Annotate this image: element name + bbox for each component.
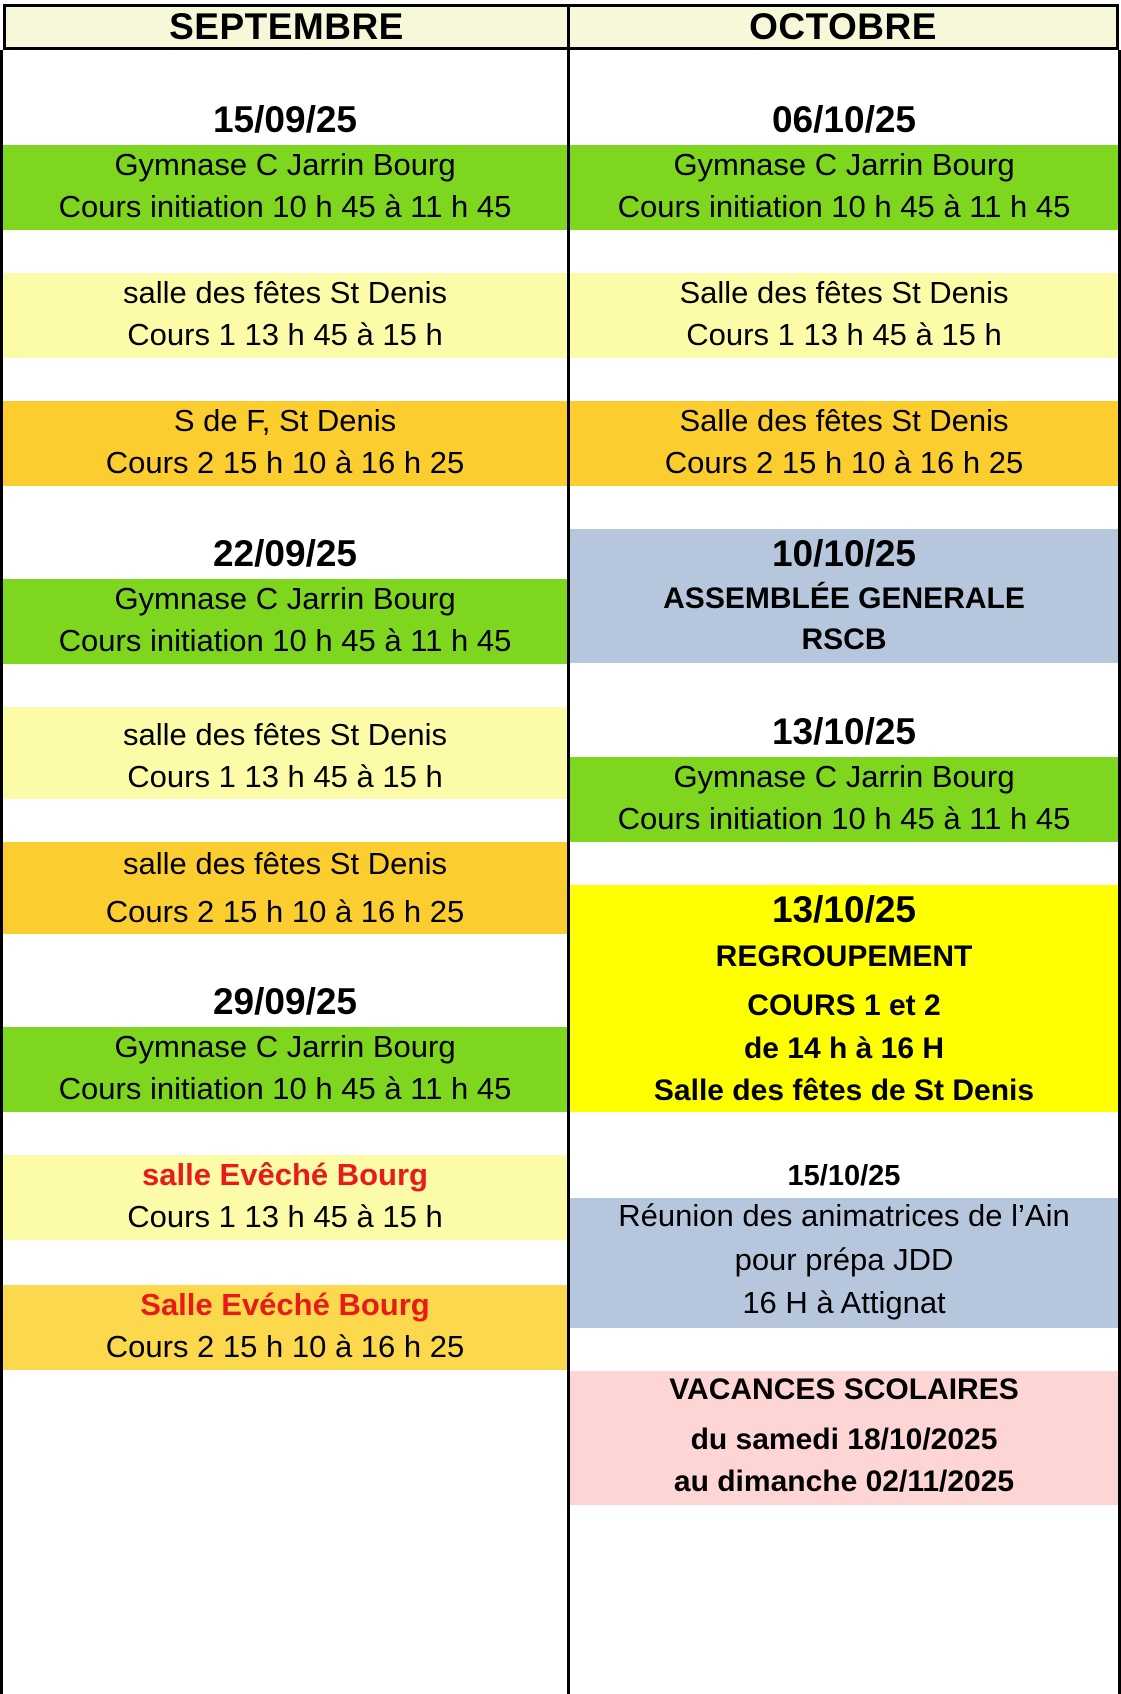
session-location: Gymnase C Jarrin Bourg (114, 147, 456, 182)
session-location: Gymnase C Jarrin Bourg (114, 581, 456, 616)
sept-2-session-cours1 (3, 707, 567, 799)
sept-date-1-text: 15/09/25 (212, 99, 358, 140)
oct-regroupement (570, 885, 1118, 1112)
regroup-courses: COURS 1 et 2 (747, 989, 941, 1022)
sept-1-session-cours2 (3, 401, 567, 486)
oct-date-reunion (570, 1155, 1118, 1197)
session-time: Cours initiation 10 h 45 à 11 h 45 (617, 189, 1071, 224)
reunion-purpose: pour prépa JDD (734, 1242, 954, 1277)
session-location: Salle Evéché Bourg (140, 1287, 430, 1322)
oct-date-2 (570, 708, 1118, 756)
reunion-date: 15/10/25 (787, 1159, 901, 1192)
session-time: Cours 1 13 h 45 à 15 h (127, 1199, 443, 1234)
reunion-time-place: 16 H à Attignat (742, 1285, 946, 1320)
vacances-start: du samedi 18/10/2025 (690, 1423, 998, 1456)
session-time: Cours 2 15 h 10 à 16 h 25 (105, 894, 465, 929)
session-time: Cours initiation 10 h 45 à 11 h 45 (617, 801, 1071, 836)
oct-date-1 (570, 96, 1118, 144)
regroup-title: REGROUPEMENT (715, 940, 973, 973)
vacances-end: au dimanche 02/11/2025 (673, 1465, 1015, 1498)
session-time: Cours 1 13 h 45 à 15 h (127, 317, 443, 352)
oct-date-2-text: 13/10/25 (771, 711, 917, 752)
sept-date-3 (3, 978, 567, 1026)
regroup-date: 13/10/25 (771, 889, 917, 930)
sept-date-3-text: 29/09/25 (212, 981, 358, 1022)
oct-date-1-text: 06/10/25 (771, 99, 917, 140)
ag-date: 10/10/25 (771, 533, 917, 574)
session-location: Gymnase C Jarrin Bourg (673, 147, 1015, 182)
session-location: salle des fêtes St Denis (123, 717, 447, 752)
session-time: Cours 2 15 h 10 à 16 h 25 (105, 445, 465, 480)
header-september-label: SEPTEMBRE (169, 6, 404, 47)
session-time: Cours initiation 10 h 45 à 11 h 45 (58, 623, 512, 658)
sept-date-2-text: 22/09/25 (212, 533, 358, 574)
oct-1-session-cours2 (570, 401, 1118, 486)
oct-vacances-scolaires (570, 1371, 1118, 1505)
ag-title: ASSEMBLÉE GENERALE (663, 582, 1025, 615)
session-location: Salle des fêtes St Denis (679, 403, 1009, 438)
regroup-location: Salle des fêtes de St Denis (653, 1074, 1035, 1107)
session-location: salle Evêché Bourg (141, 1157, 428, 1192)
sept-1-session-cours1 (3, 273, 567, 358)
session-time: Cours 1 13 h 45 à 15 h (127, 759, 443, 794)
session-location: S de F, St Denis (173, 403, 397, 438)
regroup-time: de 14 h à 16 H (743, 1032, 945, 1065)
sept-3-session-cours1 (3, 1155, 567, 1240)
session-time: Cours initiation 10 h 45 à 11 h 45 (58, 189, 512, 224)
session-time: Cours 2 15 h 10 à 16 h 25 (105, 1329, 465, 1364)
sept-3-session-initiation (3, 1027, 567, 1112)
sept-date-2 (3, 530, 567, 578)
oct-2-session-initiation (570, 757, 1118, 842)
ag-org: RSCB (801, 623, 887, 656)
session-location: salle des fêtes St Denis (123, 275, 447, 310)
sept-1-session-initiation (3, 145, 567, 230)
vacances-title: VACANCES SCOLAIRES (669, 1373, 1019, 1406)
sept-2-session-initiation (3, 579, 567, 664)
oct-1-session-cours1 (570, 273, 1118, 358)
header-october (567, 4, 1119, 50)
header-october-label: OCTOBRE (749, 6, 937, 47)
oct-assemblee-generale (570, 529, 1118, 663)
session-time: Cours 1 13 h 45 à 15 h (686, 317, 1002, 352)
session-time: Cours 2 15 h 10 à 16 h 25 (664, 445, 1024, 480)
sept-2-session-cours2 (3, 842, 567, 934)
sept-3-session-cours2 (3, 1285, 567, 1370)
header-september (3, 4, 570, 50)
session-time: Cours initiation 10 h 45 à 11 h 45 (58, 1071, 512, 1106)
oct-reunion (570, 1198, 1118, 1328)
reunion-title: Réunion des animatrices de l’Ain (618, 1198, 1070, 1233)
session-location: Gymnase C Jarrin Bourg (114, 1029, 456, 1064)
sept-date-1 (3, 96, 567, 144)
session-location: Gymnase C Jarrin Bourg (673, 759, 1015, 794)
session-location: salle des fêtes St Denis (123, 846, 447, 881)
session-location: Salle des fêtes St Denis (679, 275, 1009, 310)
oct-1-session-initiation (570, 145, 1118, 230)
